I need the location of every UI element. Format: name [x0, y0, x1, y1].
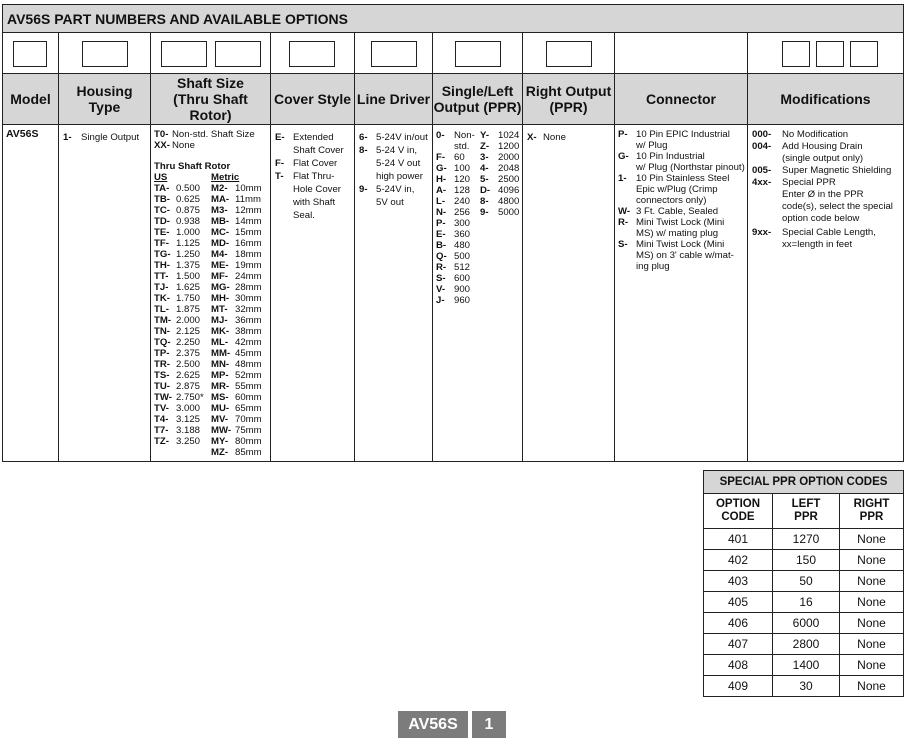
ppr-code: 3-: [480, 152, 489, 163]
column-model: [3, 33, 59, 461]
ppr-code: A-: [436, 185, 447, 196]
shaft-us-value: 0.625: [176, 194, 201, 205]
ppr-code: P-: [436, 218, 446, 229]
driver-text: 5-24V in,: [376, 184, 415, 195]
shaft-us-code: TM-: [154, 315, 172, 326]
shaft-metric-value: 15mm: [235, 227, 262, 238]
ppr-code: N-: [436, 207, 447, 218]
shaft-metric-code: ME-: [211, 260, 229, 271]
connector-text: 10 Pin EPIC Industrial: [636, 129, 730, 140]
shaft-us-code: TD-: [154, 216, 170, 227]
ppr-code: G-: [436, 163, 447, 174]
shaft-us-value: 2.375: [176, 348, 201, 359]
shaft-us-code: TS-: [154, 370, 170, 381]
ppr-left-value: 2800: [773, 634, 840, 655]
column-housing: Housing Type 1- Single Output: [59, 33, 151, 461]
driver-code: 6-: [359, 132, 368, 143]
shaft-metric-value: 38mm: [235, 326, 262, 337]
ppr-value: 60: [454, 152, 465, 163]
shaft-metric-value: 80mm: [235, 436, 262, 447]
ppr-code: 8-: [480, 196, 489, 207]
shaft-metric-value: 65mm: [235, 403, 262, 414]
ppr-right-value: None: [840, 634, 904, 655]
ppr-option-code: 408: [704, 655, 773, 676]
shaft-us-value: 1.625: [176, 282, 201, 293]
connector-text: 3 Ft. Cable, Sealed: [636, 206, 719, 217]
column-connector: [615, 33, 748, 461]
shaft-us-value: 3.188: [176, 425, 201, 436]
ppr-code: S-: [436, 273, 446, 284]
shaft-metric-code: MP-: [211, 370, 229, 381]
ppr-option-code: 402: [704, 550, 773, 571]
ppr-option-code: 401: [704, 529, 773, 550]
mod-code: 000-: [752, 129, 772, 140]
cover-code: E-: [275, 132, 285, 143]
ppr-code: 4-: [480, 163, 489, 174]
connector-code: R-: [618, 217, 629, 228]
ppr-value: 2500: [498, 174, 520, 185]
connector-code: 1-: [618, 173, 627, 184]
ppr-value: 100: [454, 163, 471, 174]
ppr-code: V-: [436, 284, 446, 295]
cover-text: Extended: [293, 132, 334, 143]
code-box-driver: [371, 41, 417, 67]
connector-text: MS) w/ mating plug: [636, 228, 719, 239]
connector-text: connectors only): [636, 195, 707, 206]
shaft-us-value: 1.125: [176, 238, 201, 249]
shaft-metric-value: 32mm: [235, 304, 262, 315]
footer-model-tab: AV56S: [398, 711, 468, 738]
ppr-right-value: None: [840, 676, 904, 697]
shaft-us-value: 1.500: [176, 271, 201, 282]
header-single-left-output: Single/Left Output (PPR): [433, 74, 522, 125]
shaft-metric-code: MD-: [211, 238, 230, 249]
metric-label: Metric: [211, 172, 240, 183]
ppr-table-row: [704, 676, 904, 697]
mod-text: Special Cable Length,: [782, 227, 876, 238]
ppr-code: 5-: [480, 174, 489, 185]
shaft-metric-value: 16mm: [235, 238, 262, 249]
shaft-metric-value: 14mm: [235, 216, 262, 227]
ppr-right-value: None: [840, 529, 904, 550]
shaft-metric-code: MJ-: [211, 315, 228, 326]
shaft-us-code: TW-: [154, 392, 172, 403]
shaft-us-value: 0.500: [176, 183, 201, 194]
ppr-code: 9-: [480, 207, 489, 218]
connector-code: P-: [618, 129, 628, 140]
shaft-metric-code: M3-: [211, 205, 228, 216]
ppr-value: 1200: [498, 141, 520, 152]
header-model: Model: [3, 74, 58, 125]
shaft-us-code: TB-: [154, 194, 170, 205]
mod-code: 4xx-: [752, 177, 772, 188]
code-box-cover: [289, 41, 335, 67]
shaft-metric-value: 52mm: [235, 370, 262, 381]
driver-text: 5-24 V out: [376, 158, 421, 169]
ppr-value: 512: [454, 262, 471, 273]
column-shaft-size: Shaft Size (Thru Shaft Rotor) T0- Non-std. Shaft Size XX- None Thru Shaft Rotor US Metric TA- 0.500 TB- 0.625 TC- 0.875 TD- 0.938 TE- 1.000 TF- 1.125 TG- 1.250 TH- 1.375 TT- 1.500 TJ- 1.625 TK- 1.750 TL- 1.875 TM- 2.000 TN- 2.125 TQ- 2.250 TP- 2.375 TR- 2.500 TS- 2.625 TU- 2.875 TW- 2.750* TV- 3.000 T4- 3.125 T7- 3.188 TZ- 3.250 M2- 10mm MA- 11mm M3- 12mm MB- 14mm MC- 15mm MD- 16mm M4- 18mm ME- 19mm MF- 24mm MG- 28mm MH- 30mm MT- 32mm MJ- 36mm MK- 38mm ML- 42mm MM- 45mm MN- 48mm MP- 52mm MR- 55mm MS- 60mm MU- 65mm MV- 70mm MW- 75mm MY- 80mm MZ- 85mm: [151, 33, 271, 461]
ppr-value: 1024: [498, 130, 520, 141]
shaft-metric-code: MA-: [211, 194, 230, 205]
ppr-code: J-: [436, 295, 445, 306]
ppr-code: 0-: [436, 130, 445, 141]
ppr-option-code: 406: [704, 613, 773, 634]
shaft-metric-value: 70mm: [235, 414, 262, 425]
shaft-us-code: TU-: [154, 381, 170, 392]
ppr-option-code: 407: [704, 634, 773, 655]
connector-code: S-: [618, 239, 628, 250]
ppr-left-value: 1400: [773, 655, 840, 676]
shaft-metric-code: M4-: [211, 249, 228, 260]
cover-text: Seal.: [293, 210, 315, 221]
ppr-table-row: [704, 571, 904, 592]
shaft-us-code: TT-: [154, 271, 169, 282]
ppr-value: 300: [454, 218, 471, 229]
table-title: AV56S PART NUMBERS AND AVAILABLE OPTIONS: [3, 5, 903, 33]
shaft-us-code: TG-: [154, 249, 171, 260]
ppr-right-value: None: [840, 571, 904, 592]
shaft-metric-code: MS-: [211, 392, 229, 403]
code-box-shaft-2: [215, 41, 261, 67]
ppr-table-row: [704, 592, 904, 613]
header-cover-style: Cover Style: [271, 74, 354, 125]
ppr-left-value: 30: [773, 676, 840, 697]
header-line-driver: Line Driver: [355, 74, 432, 125]
mod-text: Enter Ø in the PPR: [782, 189, 864, 200]
shaft-metric-value: 19mm: [235, 260, 262, 271]
mod-text: xx=length in feet: [782, 239, 853, 250]
cover-text: with Shaft: [293, 197, 336, 208]
driver-code: 8-: [359, 145, 368, 156]
ppr-table-row: [704, 634, 904, 655]
ppr-header-left: LEFT PPR: [773, 494, 840, 529]
code-box-model: [13, 41, 47, 67]
shaft-metric-value: 48mm: [235, 359, 262, 370]
shaft-metric-value: 11mm: [235, 194, 261, 205]
ppr-right-value: None: [840, 655, 904, 676]
shaft-metric-value: 30mm: [235, 293, 262, 304]
shaft-us-code: TV-: [154, 403, 169, 414]
ppr-value: 900: [454, 284, 471, 295]
ppr-table-row: [704, 529, 904, 550]
ppr-table-row: [704, 613, 904, 634]
special-ppr-table: [703, 470, 904, 697]
cover-text: Shaft Cover: [293, 145, 344, 156]
shaft-us-value: 2.500: [176, 359, 201, 370]
mod-text: code(s), select the special: [782, 201, 893, 212]
shaft-metric-value: 36mm: [235, 315, 262, 326]
mod-code: 005-: [752, 165, 772, 176]
shaft-metric-code: MM-: [211, 348, 231, 359]
ppr-value: 256: [454, 207, 471, 218]
shaft-us-code: TA-: [154, 183, 170, 194]
shaft-us-value: 1.250: [176, 249, 201, 260]
header-connector: Connector: [615, 74, 747, 125]
shaft-us-value: 2.625: [176, 370, 201, 381]
ppr-code: E-: [436, 229, 446, 240]
ppr-code: Q-: [436, 251, 447, 262]
connector-code: W-: [618, 206, 631, 217]
column-single-left-output: [433, 33, 523, 461]
shaft-us-code: TQ-: [154, 337, 171, 348]
ppr-value: 4800: [498, 196, 520, 207]
shaft-us-value: 1.000: [176, 227, 201, 238]
connector-text: Epic w/Plug (Crimp: [636, 184, 718, 195]
shaft-metric-value: 45mm: [235, 348, 262, 359]
header-right-output: Right Output (PPR): [523, 74, 614, 125]
shaft-metric-code: M2-: [211, 183, 228, 194]
ppr-option-code: 403: [704, 571, 773, 592]
part-number-table: [2, 4, 904, 462]
code-box-mod-1: [782, 41, 810, 67]
ppr-value: Non-: [454, 130, 475, 141]
shaft-us-value: 0.938: [176, 216, 201, 227]
shaft-metric-code: MU-: [211, 403, 230, 414]
shaft-metric-code: MG-: [211, 282, 230, 293]
connector-text: 10 Pin Stainless Steel: [636, 173, 730, 184]
shaft-us-code: TJ-: [154, 282, 169, 293]
shaft-us-code: TL-: [154, 304, 169, 315]
shaft-metric-code: MW-: [211, 425, 232, 436]
ppr-code: Y-: [480, 130, 490, 141]
code-box-mod-3: [850, 41, 878, 67]
shaft-metric-code: MN-: [211, 359, 230, 370]
connector-text: 10 Pin Industrial: [636, 151, 705, 162]
ppr-value: 2048: [498, 163, 520, 174]
cover-text: Flat Cover: [293, 158, 338, 169]
shaft-us-value: 3.250: [176, 436, 201, 447]
shaft-us-code: TZ-: [154, 436, 169, 447]
driver-text: 5V out: [376, 197, 404, 208]
ppr-table-title: SPECIAL PPR OPTION CODES: [704, 471, 904, 494]
cover-code: F-: [275, 158, 285, 169]
shaft-metric-code: MB-: [211, 216, 230, 227]
mod-code: 9xx-: [752, 227, 772, 238]
shaft-us-code: TK-: [154, 293, 170, 304]
shaft-us-code: T4-: [154, 414, 169, 425]
ppr-value: 360: [454, 229, 471, 240]
shaft-metric-value: 75mm: [235, 425, 262, 436]
cover-code: T-: [275, 171, 284, 182]
column-line-driver: [355, 33, 433, 461]
ppr-code: R-: [436, 262, 447, 273]
driver-text: 5-24V in/out: [376, 132, 428, 143]
driver-text: high power: [376, 171, 423, 182]
ppr-left-value: 16: [773, 592, 840, 613]
column-cover-style: [271, 33, 355, 461]
ppr-value: 5000: [498, 207, 520, 218]
ppr-value: 240: [454, 196, 471, 207]
ppr-table-row: [704, 655, 904, 676]
shaft-us-value: 2.000: [176, 315, 201, 326]
ppr-code: D-: [480, 185, 491, 196]
code-box-mod-2: [816, 41, 844, 67]
connector-text: Mini Twist Lock (Mini: [636, 217, 725, 228]
ppr-header-option: OPTION CODE: [704, 494, 773, 529]
driver-text: 5-24 V in,: [376, 145, 418, 156]
shaft-metric-value: 42mm: [235, 337, 262, 348]
shaft-us-code: TN-: [154, 326, 170, 337]
connector-code: G-: [618, 151, 629, 162]
ppr-code: H-: [436, 174, 447, 185]
shaft-us-value: 1.875: [176, 304, 201, 315]
shaft-us-value: 3.000: [176, 403, 201, 414]
header-housing: Housing Type: [59, 74, 150, 125]
code-box-single: [455, 41, 501, 67]
header-shaft-size: Shaft Size (Thru Shaft Rotor): [151, 74, 270, 125]
column-right-output: Right Output (PPR) X- None: [523, 33, 615, 461]
shaft-us-value: 1.750: [176, 293, 201, 304]
shaft-us-value: 0.875: [176, 205, 201, 216]
connector-text: w/ Plug (Northstar pinout): [636, 162, 745, 173]
mod-text: option code below: [782, 213, 860, 224]
ppr-value: 960: [454, 295, 471, 306]
ppr-table-row: [704, 550, 904, 571]
ppr-right-value: None: [840, 550, 904, 571]
shaft-us-code: TF-: [154, 238, 169, 249]
model-value: AV56S: [6, 128, 39, 140]
mod-text: Add Housing Drain: [782, 141, 863, 152]
shaft-metric-code: MV-: [211, 414, 229, 425]
shaft-metric-code: MY-: [211, 436, 229, 447]
shaft-us-value: 2.750*: [176, 392, 204, 403]
ppr-value: 500: [454, 251, 471, 262]
ppr-value: 120: [454, 174, 471, 185]
shaft-us-value: 1.375: [176, 260, 201, 271]
shaft-metric-value: 85mm: [235, 447, 262, 458]
ppr-value: 2000: [498, 152, 520, 163]
code-box-shaft-1: [161, 41, 207, 67]
shaft-us-code: TP-: [154, 348, 170, 359]
ppr-option-code: 405: [704, 592, 773, 613]
ppr-code: B-: [436, 240, 447, 251]
mod-text: No Modification: [782, 129, 849, 140]
shaft-us-code: TE-: [154, 227, 170, 238]
code-box-housing: [82, 41, 128, 67]
ppr-value: 128: [454, 185, 471, 196]
shaft-metric-value: 24mm: [235, 271, 262, 282]
header-modifications: Modifications: [748, 74, 903, 125]
shaft-metric-value: 18mm: [235, 249, 262, 260]
ppr-right-value: None: [840, 613, 904, 634]
us-label: US: [154, 172, 168, 183]
shaft-metric-code: ML-: [211, 337, 229, 348]
ppr-code: F-: [436, 152, 446, 163]
shaft-us-code: TR-: [154, 359, 170, 370]
shaft-metric-value: 28mm: [235, 282, 262, 293]
shaft-metric-code: MH-: [211, 293, 230, 304]
ppr-code: Z-: [480, 141, 490, 152]
shaft-us-value: 2.250: [176, 337, 201, 348]
thru-shaft-title: Thru Shaft Rotor: [154, 161, 231, 172]
connector-text: Mini Twist Lock (Mini: [636, 239, 725, 250]
shaft-us-code: T7-: [154, 425, 169, 436]
column-modifications: [748, 33, 903, 461]
ppr-left-value: 50: [773, 571, 840, 592]
ppr-left-value: 6000: [773, 613, 840, 634]
shaft-metric-code: MR-: [211, 381, 230, 392]
mod-text: Super Magnetic Shielding: [782, 165, 892, 176]
ppr-right-value: None: [840, 592, 904, 613]
ppr-header-right: RIGHT PPR: [840, 494, 904, 529]
shaft-metric-value: 10mm: [235, 183, 262, 194]
code-box-right: [546, 41, 592, 67]
shaft-metric-value: 55mm: [235, 381, 262, 392]
mod-code: 004-: [752, 141, 772, 152]
shaft-us-value: 3.125: [176, 414, 201, 425]
shaft-metric-code: MC-: [211, 227, 230, 238]
ppr-value: 480: [454, 240, 471, 251]
shaft-metric-code: MT-: [211, 304, 228, 315]
ppr-value: std.: [454, 141, 470, 152]
shaft-metric-value: 60mm: [235, 392, 262, 403]
connector-text: MS) on 3' cable w/mat-: [636, 250, 734, 261]
footer-page-number: 1: [472, 711, 506, 738]
cover-text: Hole Cover: [293, 184, 341, 195]
shaft-us-code: TH-: [154, 260, 170, 271]
shaft-metric-code: MZ-: [211, 447, 229, 458]
shaft-metric-value: 12mm: [235, 205, 262, 216]
ppr-left-value: 150: [773, 550, 840, 571]
ppr-value: 4096: [498, 185, 520, 196]
driver-code: 9-: [359, 184, 368, 195]
mod-text: Special PPR: [782, 177, 836, 188]
connector-text: w/ Plug: [636, 140, 668, 151]
ppr-value: 600: [454, 273, 471, 284]
shaft-us-value: 2.125: [176, 326, 201, 337]
shaft-metric-code: MK-: [211, 326, 230, 337]
shaft-metric-code: MF-: [211, 271, 229, 282]
ppr-option-code: 409: [704, 676, 773, 697]
connector-text: ing plug: [636, 261, 670, 272]
ppr-left-value: 1270: [773, 529, 840, 550]
cover-text: Flat Thru-: [293, 171, 335, 182]
shaft-us-value: 2.875: [176, 381, 201, 392]
mod-text: (single output only): [782, 153, 864, 164]
ppr-code: L-: [436, 196, 446, 207]
shaft-us-code: TC-: [154, 205, 170, 216]
